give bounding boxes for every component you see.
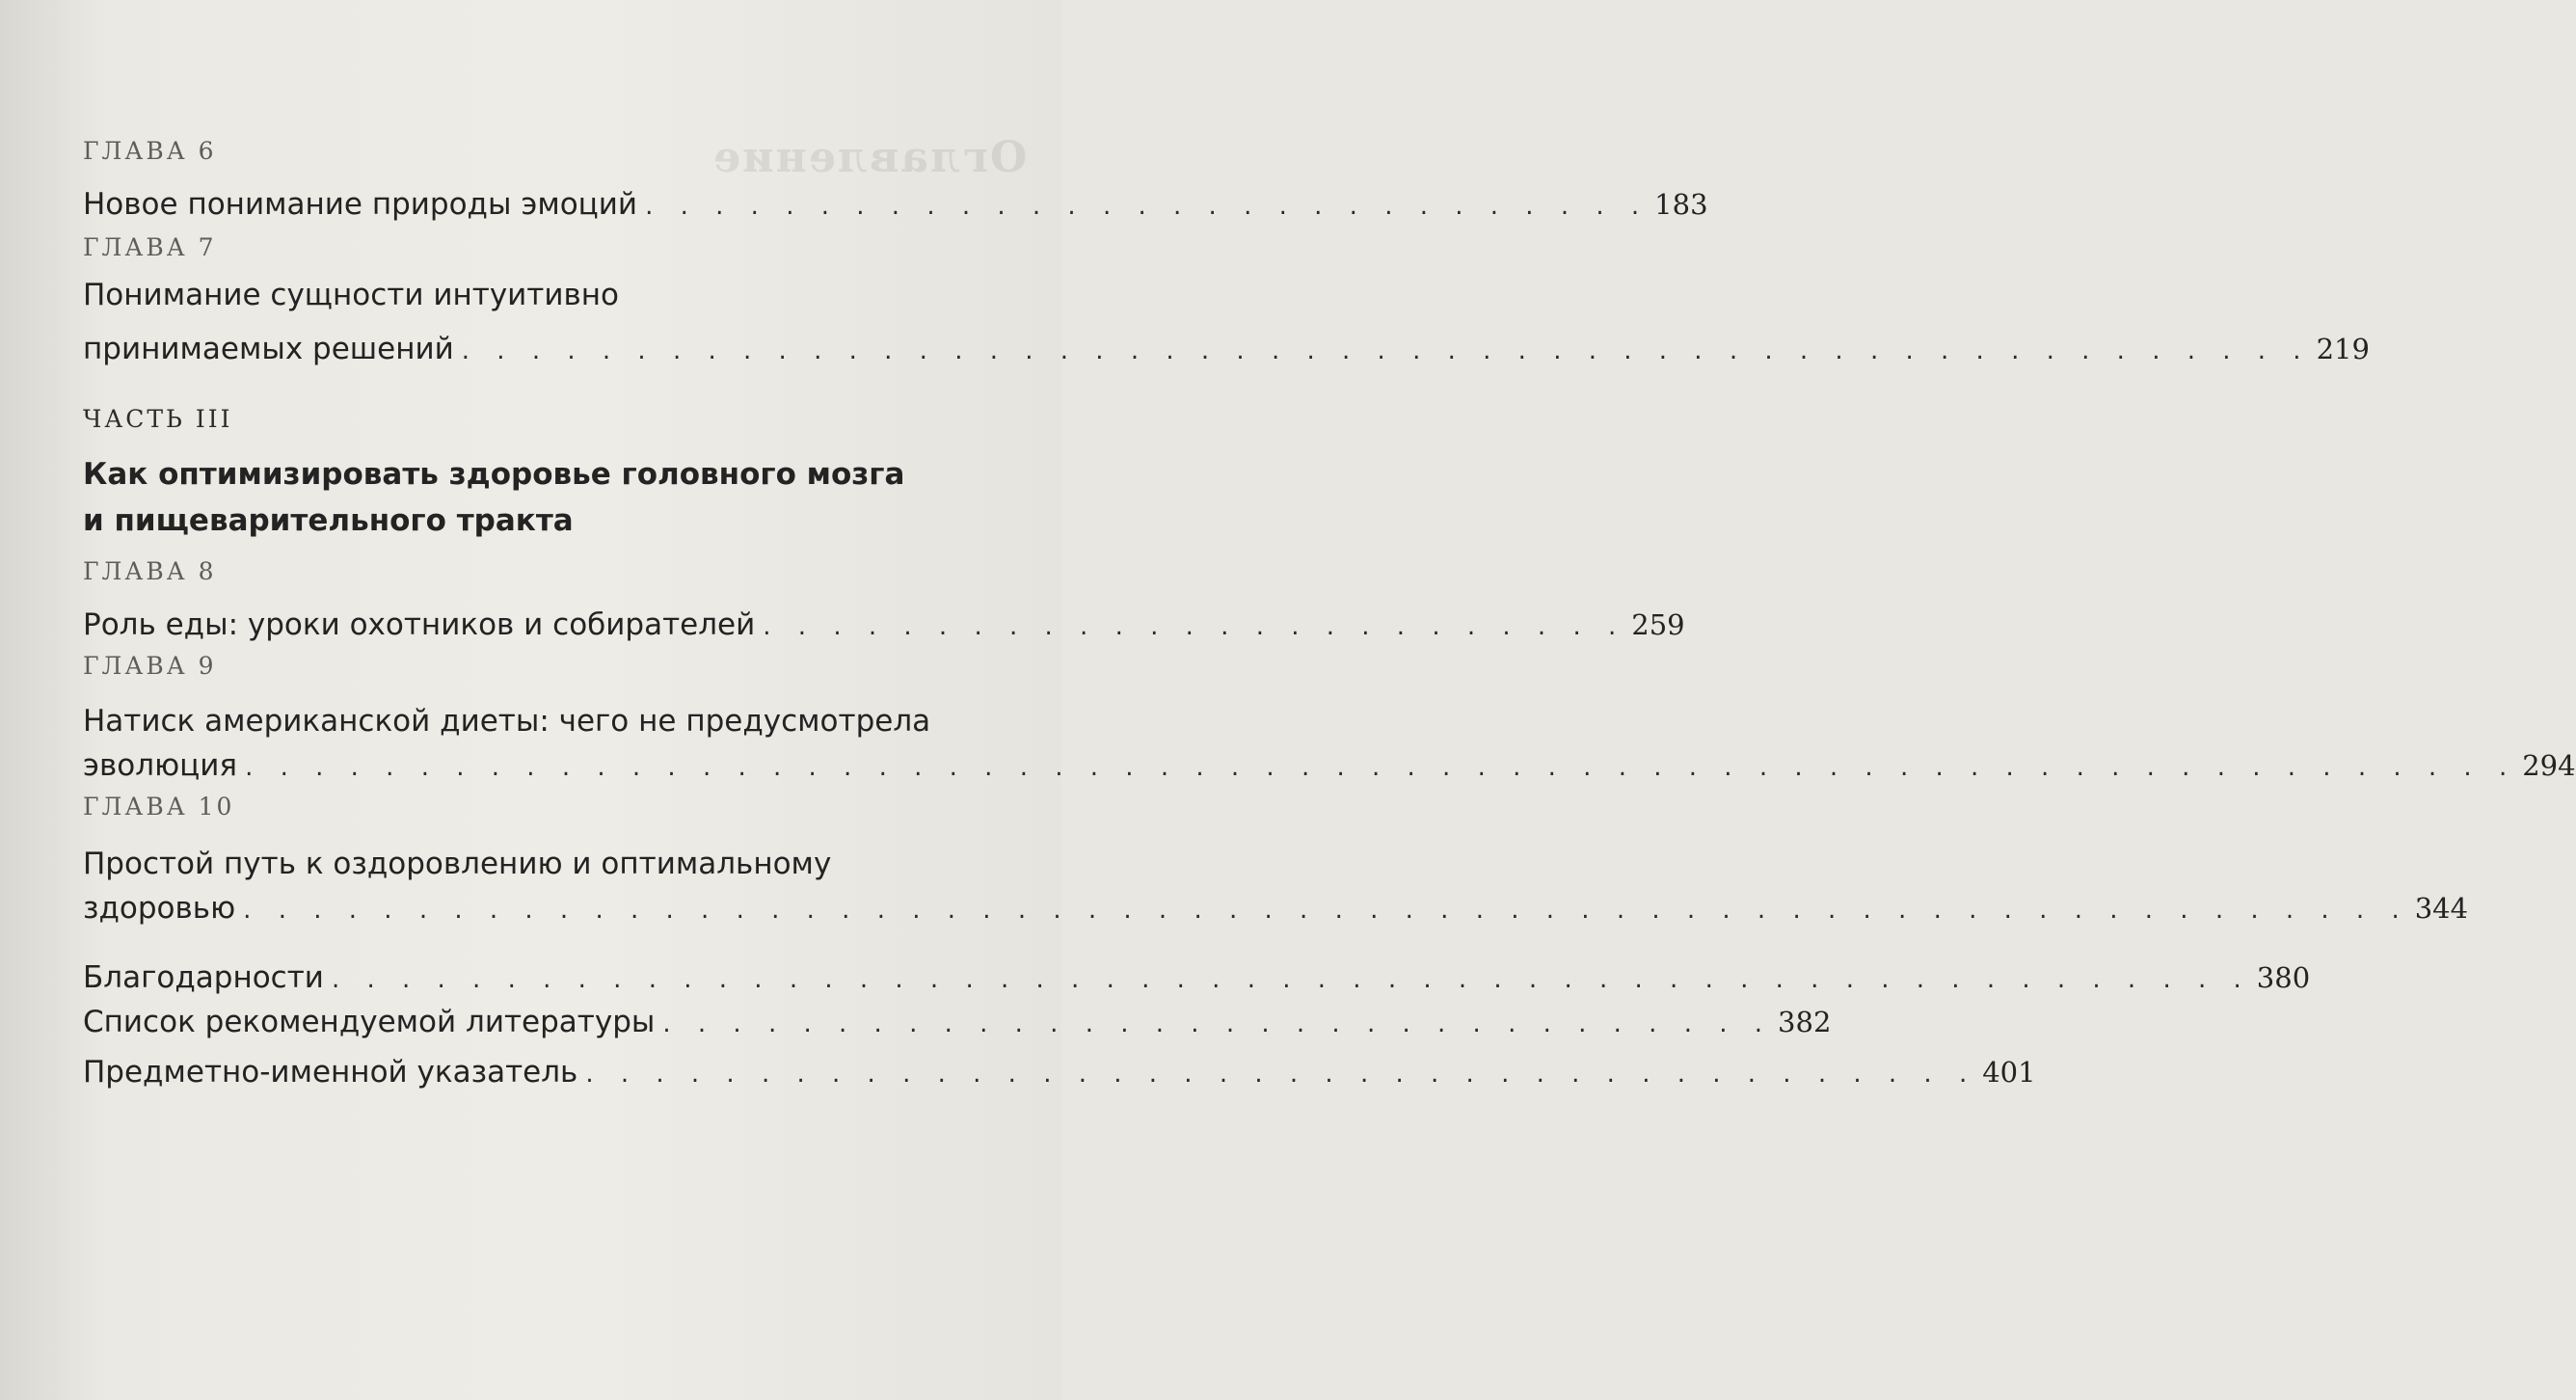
part-3-title-line-1[interactable]: Как оптимизировать здоровье головного мозга <box>83 457 905 492</box>
dot-leader: . . . . . . . . . . . . . . . . . . . . . . . . . . . . . . . . . . . . . . . . . . . . . . . . . . . . . . . . . . . . . . <box>243 896 2409 925</box>
chapter-8-label: ГЛАВА 8 <box>83 557 217 585</box>
page-number: 344 <box>2414 892 2469 925</box>
page-number: 294 <box>2522 749 2576 782</box>
bleed-through-heading: Оглавление <box>711 133 1027 182</box>
part-3-label: ЧАСТЬ III <box>83 405 233 433</box>
toc-entry-reading-list[interactable] <box>83 1003 1832 1043</box>
page-number: 259 <box>1631 608 1685 641</box>
entry-title-line-2: принимаемых решений <box>83 332 454 366</box>
entry-title: Список рекомендуемой литературы <box>83 1005 656 1039</box>
dot-leader: . . . . . . . . . . . . . . . . . . . . . . . . . . . . . . . . . . . . . . . . . . . . . . . . . . . . . <box>461 337 2311 365</box>
page-number: 219 <box>2316 333 2370 365</box>
toc-entry-acknowledgements[interactable] <box>83 958 2311 999</box>
dot-leader: . . . . . . . . . . . . . . . . . . . . . . . . . . . . . . . . . . . . . . . . <box>585 1060 1977 1089</box>
entry-title-line-1: Понимание сущности интуитивно <box>83 278 620 312</box>
part-3-title-line-2[interactable]: и пищеварительного тракта <box>83 503 574 538</box>
entry-title: Благодарности <box>83 960 324 995</box>
entry-title-line-1: Простой путь к оздоровлению и оптимальному <box>83 847 832 881</box>
dot-leader: . . . . . . . . . . . . . . . . . . . . . . . . . <box>763 612 1626 641</box>
toc-entry-chapter-10[interactable] <box>83 889 2469 929</box>
page-number: 382 <box>1778 1006 1832 1038</box>
chapter-7-label: ГЛАВА 7 <box>83 233 217 261</box>
entry-title-line-2: здоровью <box>83 891 236 926</box>
chapter-6-label: ГЛАВА 6 <box>83 137 217 165</box>
dot-leader: . . . . . . . . . . . . . . . . . . . . . . . . . . . . . . . . <box>662 1010 1773 1038</box>
chapter-9-label: ГЛАВА 9 <box>83 652 217 680</box>
dot-leader: . . . . . . . . . . . . . . . . . . . . . . . . . . . . . . . . . . . . . . . . . . . . . . . . . . . . . . . . . . . . . . . . . <box>245 753 2517 782</box>
entry-title: Предметно-именной указатель <box>83 1055 578 1090</box>
page-number: 401 <box>1982 1056 2036 1089</box>
dot-leader: . . . . . . . . . . . . . . . . . . . . . . . . . . . . . . . . . . . . . . . . . . . . . . . . . . . . . . . <box>331 965 2251 994</box>
toc-entry-chapter-7[interactable] <box>83 330 2370 370</box>
entry-title-line-2: эволюция <box>83 748 238 783</box>
dot-leader: . . . . . . . . . . . . . . . . . . . . . . . . . . . . . <box>645 192 1650 221</box>
entry-title: Новое понимание природы эмоций <box>83 187 638 222</box>
chapter-10-label: ГЛАВА 10 <box>83 793 235 821</box>
toc-entry-chapter-6[interactable] <box>83 185 1708 226</box>
toc-entry-chapter-8[interactable] <box>83 606 1685 646</box>
page-number: 183 <box>1654 188 1708 221</box>
page-number: 380 <box>2256 961 2311 994</box>
toc-entry-index[interactable] <box>83 1053 2036 1093</box>
toc-entry-chapter-9[interactable] <box>83 746 2576 787</box>
entry-title-line-1: Натиск американской диеты: чего не предусмотрела <box>83 704 931 739</box>
entry-title: Роль еды: уроки охотников и собирателей <box>83 607 756 642</box>
